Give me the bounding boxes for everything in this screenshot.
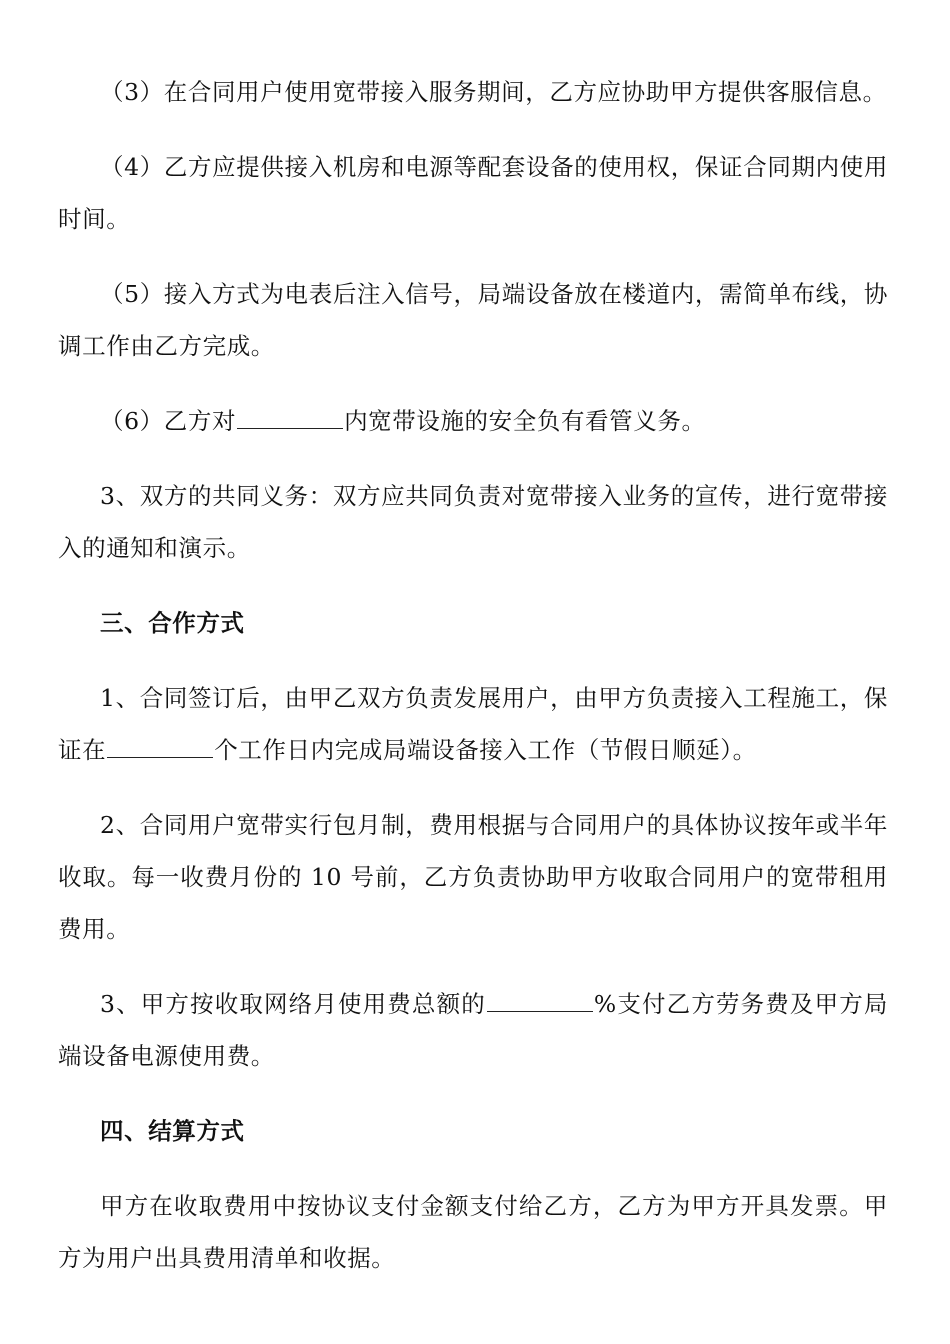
- section-heading-cooperation: 三、合作方式: [100, 609, 245, 637]
- blank-line: [107, 733, 213, 758]
- cooperation-item-3-before: 3、甲方按收取网络月使用费总额的: [100, 990, 486, 1018]
- clause-6-safety-duty: [58, 395, 888, 447]
- cooperation-item-1: [58, 672, 888, 776]
- settlement-text: 甲方在收取费用中按协议支付金额支付给乙方，乙方为甲方开具发票。甲方为用户出具费用清单和收据。: [58, 1192, 888, 1272]
- cooperation-item-3-after: %支付乙方劳务费及甲方局端设备电源使用费。: [58, 990, 888, 1070]
- clause-6-text-after: 内宽带设施的安全负有看管义务。: [344, 407, 706, 435]
- cooperation-item-2: 2、合同用户宽带实行包月制，费用根据与合同用户的具体协议按年或半年收取。每一收费月份的 10 号前，乙方负责协助甲方收取合同用户的宽带租用费用。: [58, 811, 888, 943]
- clause-3-customer-service: （3）在合同用户使用宽带接入服务期间，乙方应协助甲方提供客服信息。: [100, 78, 887, 106]
- clause-5-access-method: （5）接入方式为电表后注入信号，局端设备放在楼道内，需简单布线，协调工作由乙方完成。: [58, 280, 888, 360]
- blank-line: [487, 987, 593, 1012]
- cooperation-item-1-before: 1、合同签订后，由甲乙双方负责发展用户，由甲方负责接入工程施工，保证在: [58, 684, 888, 764]
- document-page: [58, 66, 888, 1307]
- clause-6-text-before: （6）乙方对: [100, 407, 237, 435]
- cooperation-item-1-after: 个工作日内完成局端设备接入工作（节假日顺延）。: [214, 736, 757, 764]
- section-heading-settlement: 四、结算方式: [100, 1117, 245, 1145]
- mutual-obligations: 3、双方的共同义务：双方应共同负责对宽带接入业务的宣传，进行宽带接入的通知和演示。: [58, 482, 888, 562]
- blank-line: [237, 404, 343, 429]
- cooperation-item-3: [58, 978, 888, 1082]
- clause-4-equipment-rights: （4）乙方应提供接入机房和电源等配套设备的使用权，保证合同期内使用时间。: [58, 153, 888, 233]
